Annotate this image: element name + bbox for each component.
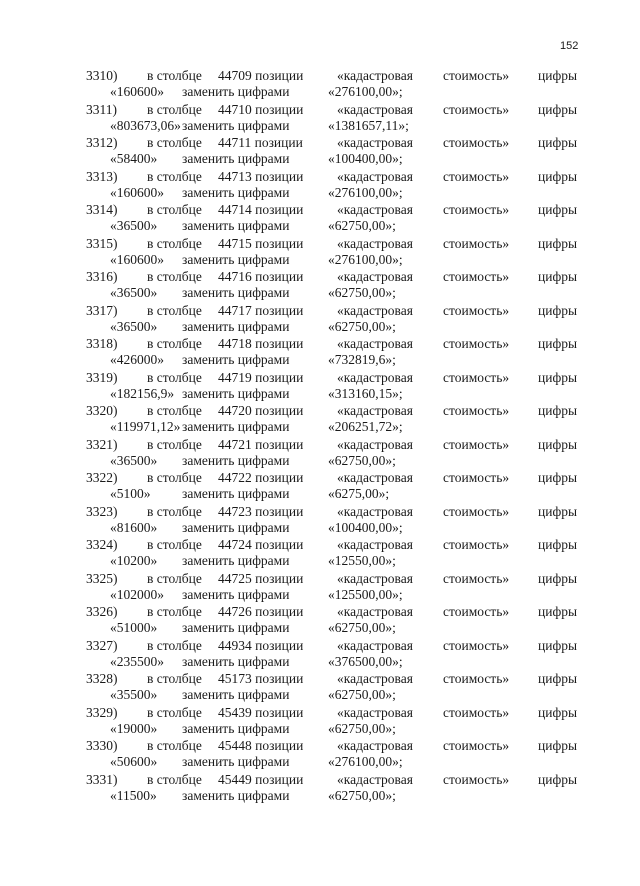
word-value: стоимость» (443, 604, 510, 619)
column-position: 44713 позиции (218, 168, 304, 184)
word-value: стоимость» (443, 168, 510, 184)
new-value: «62750,00»; (328, 218, 396, 234)
word-digits: цифры (538, 570, 578, 586)
amendment-entry (0, 370, 640, 404)
word-value: стоимость» (443, 68, 510, 83)
column-position: 44718 позиции (218, 336, 304, 351)
amendment-entry (0, 169, 640, 203)
old-value: «102000» (110, 586, 164, 602)
column-position: 45448 позиции (218, 738, 304, 753)
entry-number: 3328) (86, 671, 118, 686)
word-cadastral: «кадастровая (337, 704, 413, 720)
amendment-entry (0, 738, 640, 772)
word-value: стоимость» (443, 235, 510, 251)
word-cadastral: «кадастровая (337, 537, 413, 552)
amendment-entry (0, 135, 640, 169)
new-value: «125500,00»; (328, 586, 403, 602)
word-value: стоимость» (443, 537, 510, 552)
word-value: стоимость» (443, 704, 510, 720)
old-value: «36500» (110, 318, 158, 334)
word-value: стоимость» (443, 101, 510, 117)
word-value: стоимость» (443, 570, 510, 586)
replace-phrase: заменить цифрами (182, 218, 290, 234)
word-digits: цифры (538, 671, 578, 686)
column-position: 44714 позиции (218, 202, 304, 217)
word-value: стоимость» (443, 771, 510, 787)
replace-phrase: заменить цифрами (182, 687, 290, 703)
word-digits: цифры (538, 637, 578, 653)
old-value: «160600» (110, 184, 164, 200)
old-value: «50600» (110, 754, 158, 770)
old-value: «182156,9» (110, 385, 175, 401)
word-cadastral: «кадастровая (337, 135, 413, 150)
column-label: в столбце (147, 436, 202, 452)
new-value: «62750,00»; (328, 687, 396, 703)
amendment-entry (0, 537, 640, 571)
replace-phrase: заменить цифрами (182, 754, 290, 770)
word-cadastral: «кадастровая (337, 168, 413, 184)
amendment-entry (0, 236, 640, 270)
entry-number: 3325) (86, 570, 118, 586)
old-value: «81600» (110, 519, 158, 535)
old-value: «5100» (110, 486, 151, 502)
new-value: «376500,00»; (328, 653, 403, 669)
word-digits: цифры (538, 135, 578, 150)
column-label: в столбце (147, 68, 202, 83)
new-value: «313160,15»; (328, 385, 403, 401)
old-value: «119971,12» (110, 419, 181, 435)
new-value: «62750,00»; (328, 452, 396, 468)
amendment-entry (0, 68, 640, 102)
replace-phrase: заменить цифрами (182, 84, 290, 100)
word-digits: цифры (538, 336, 578, 351)
amendment-entry (0, 403, 640, 437)
new-value: «732819,6»; (328, 352, 396, 368)
word-value: стоимость» (443, 202, 510, 217)
replace-phrase: заменить цифрами (182, 352, 290, 368)
column-label: в столбце (147, 771, 202, 787)
word-digits: цифры (538, 436, 578, 452)
amendment-entry (0, 571, 640, 605)
replace-phrase: заменить цифрами (182, 385, 290, 401)
word-digits: цифры (538, 604, 578, 619)
column-position: 44717 позиции (218, 302, 304, 318)
entry-number: 3323) (86, 503, 118, 519)
amendment-entry (0, 604, 640, 638)
column-position: 44723 позиции (218, 503, 304, 519)
replace-phrase: заменить цифрами (182, 486, 290, 502)
word-value: стоимость» (443, 135, 510, 150)
old-value: «426000» (110, 352, 164, 368)
column-label: в столбце (147, 671, 202, 686)
replace-phrase: заменить цифрами (182, 787, 290, 803)
column-label: в столбце (147, 269, 202, 284)
replace-phrase: заменить цифрами (182, 285, 290, 301)
new-value: «62750,00»; (328, 620, 396, 636)
replace-phrase: заменить цифрами (182, 653, 290, 669)
column-label: в столбце (147, 369, 202, 385)
word-digits: цифры (538, 403, 578, 418)
column-position: 44725 позиции (218, 570, 304, 586)
word-digits: цифры (538, 202, 578, 217)
word-cadastral: «кадастровая (337, 738, 413, 753)
word-value: стоимость» (443, 369, 510, 385)
column-position: 45173 позиции (218, 671, 304, 686)
entry-number: 3321) (86, 436, 118, 452)
column-label: в столбце (147, 202, 202, 217)
old-value: «36500» (110, 285, 158, 301)
word-cadastral: «кадастровая (337, 470, 413, 485)
entry-number: 3312) (86, 135, 118, 150)
word-cadastral: «кадастровая (337, 436, 413, 452)
column-position: 44709 позиции (218, 68, 304, 83)
column-position: 44710 позиции (218, 101, 304, 117)
entry-number: 3310) (86, 68, 118, 83)
word-digits: цифры (538, 168, 578, 184)
old-value: «160600» (110, 84, 164, 100)
entry-number: 3322) (86, 470, 118, 485)
entry-number: 3326) (86, 604, 118, 619)
word-cadastral: «кадастровая (337, 269, 413, 284)
word-digits: цифры (538, 704, 578, 720)
replace-phrase: заменить цифрами (182, 184, 290, 200)
column-label: в столбце (147, 336, 202, 351)
column-label: в столбце (147, 235, 202, 251)
new-value: «276100,00»; (328, 754, 403, 770)
word-cadastral: «кадастровая (337, 637, 413, 653)
old-value: «803673,06» (110, 117, 181, 133)
word-value: стоимость» (443, 403, 510, 418)
word-value: стоимость» (443, 503, 510, 519)
column-position: 44724 позиции (218, 537, 304, 552)
old-value: «235500» (110, 653, 164, 669)
column-label: в столбце (147, 135, 202, 150)
new-value: «100400,00»; (328, 519, 403, 535)
word-cadastral: «кадастровая (337, 68, 413, 83)
column-position: 44720 позиции (218, 403, 304, 418)
column-label: в столбце (147, 503, 202, 519)
old-value: «19000» (110, 720, 158, 736)
word-cadastral: «кадастровая (337, 604, 413, 619)
word-cadastral: «кадастровая (337, 369, 413, 385)
word-value: стоимость» (443, 637, 510, 653)
entry-number: 3324) (86, 537, 118, 552)
entry-number: 3330) (86, 738, 118, 753)
word-digits: цифры (538, 470, 578, 485)
word-cadastral: «кадастровая (337, 771, 413, 787)
new-value: «62750,00»; (328, 787, 396, 803)
replace-phrase: заменить цифрами (182, 452, 290, 468)
word-cadastral: «кадастровая (337, 671, 413, 686)
amendment-entry (0, 772, 640, 806)
entry-number: 3311) (86, 101, 117, 117)
word-cadastral: «кадастровая (337, 403, 413, 418)
word-value: стоимость» (443, 436, 510, 452)
amendment-entry (0, 269, 640, 303)
column-position: 44719 позиции (218, 369, 304, 385)
word-value: стоимость» (443, 738, 510, 753)
word-cadastral: «кадастровая (337, 570, 413, 586)
old-value: «11500» (110, 787, 157, 803)
word-digits: цифры (538, 369, 578, 385)
column-position: 45439 позиции (218, 704, 304, 720)
new-value: «206251,72»; (328, 419, 403, 435)
entry-number: 3327) (86, 637, 118, 653)
word-cadastral: «кадастровая (337, 503, 413, 519)
word-cadastral: «кадастровая (337, 101, 413, 117)
replace-phrase: заменить цифрами (182, 519, 290, 535)
old-value: «58400» (110, 151, 158, 167)
column-position: 44721 позиции (218, 436, 304, 452)
column-label: в столбце (147, 168, 202, 184)
old-value: «36500» (110, 218, 158, 234)
column-position: 44715 позиции (218, 235, 304, 251)
word-digits: цифры (538, 235, 578, 251)
new-value: «62750,00»; (328, 285, 396, 301)
entry-number: 3319) (86, 369, 118, 385)
column-label: в столбце (147, 470, 202, 485)
amendment-entry (0, 470, 640, 504)
replace-phrase: заменить цифрами (182, 586, 290, 602)
entry-number: 3317) (86, 302, 118, 318)
amendment-entry (0, 437, 640, 471)
word-value: стоимость» (443, 671, 510, 686)
new-value: «12550,00»; (328, 553, 396, 569)
column-position: 45449 позиции (218, 771, 304, 787)
word-value: стоимость» (443, 470, 510, 485)
column-position: 44722 позиции (218, 470, 304, 485)
replace-phrase: заменить цифрами (182, 151, 290, 167)
entry-number: 3316) (86, 269, 118, 284)
column-label: в столбце (147, 704, 202, 720)
word-cadastral: «кадастровая (337, 235, 413, 251)
column-label: в столбце (147, 738, 202, 753)
column-position: 44726 позиции (218, 604, 304, 619)
new-value: «1381657,11»; (328, 117, 409, 133)
amendment-entry (0, 504, 640, 538)
column-label: в столбце (147, 101, 202, 117)
old-value: «35500» (110, 687, 158, 703)
replace-phrase: заменить цифрами (182, 553, 290, 569)
new-value: «62750,00»; (328, 318, 396, 334)
word-digits: цифры (538, 101, 578, 117)
column-position: 44711 позиции (218, 135, 303, 150)
new-value: «100400,00»; (328, 151, 403, 167)
new-value: «276100,00»; (328, 251, 403, 267)
column-label: в столбце (147, 537, 202, 552)
amendment-list (0, 68, 640, 805)
column-label: в столбце (147, 637, 202, 653)
word-digits: цифры (538, 302, 578, 318)
new-value: «276100,00»; (328, 184, 403, 200)
replace-phrase: заменить цифрами (182, 117, 290, 133)
column-label: в столбце (147, 403, 202, 418)
amendment-entry (0, 336, 640, 370)
replace-phrase: заменить цифрами (182, 318, 290, 334)
amendment-entry (0, 303, 640, 337)
column-label: в столбце (147, 302, 202, 318)
entry-number: 3313) (86, 168, 118, 184)
entry-number: 3329) (86, 704, 118, 720)
entry-number: 3315) (86, 235, 118, 251)
new-value: «276100,00»; (328, 84, 403, 100)
old-value: «51000» (110, 620, 158, 636)
entry-number: 3314) (86, 202, 118, 217)
old-value: «36500» (110, 452, 158, 468)
replace-phrase: заменить цифрами (182, 620, 290, 636)
column-label: в столбце (147, 570, 202, 586)
word-cadastral: «кадастровая (337, 202, 413, 217)
entry-number: 3331) (86, 771, 118, 787)
word-cadastral: «кадастровая (337, 302, 413, 318)
amendment-entry (0, 638, 640, 672)
new-value: «6275,00»; (328, 486, 390, 502)
entry-number: 3318) (86, 336, 118, 351)
replace-phrase: заменить цифрами (182, 419, 290, 435)
word-cadastral: «кадастровая (337, 336, 413, 351)
old-value: «10200» (110, 553, 158, 569)
entry-number: 3320) (86, 403, 118, 418)
word-digits: цифры (538, 771, 578, 787)
word-digits: цифры (538, 738, 578, 753)
amendment-entry (0, 202, 640, 236)
word-digits: цифры (538, 537, 578, 552)
word-digits: цифры (538, 68, 578, 83)
amendment-entry (0, 705, 640, 739)
new-value: «62750,00»; (328, 720, 396, 736)
column-position: 44716 позиции (218, 269, 304, 284)
old-value: «160600» (110, 251, 164, 267)
column-label: в столбце (147, 604, 202, 619)
column-position: 44934 позиции (218, 637, 304, 653)
replace-phrase: заменить цифрами (182, 251, 290, 267)
word-digits: цифры (538, 503, 578, 519)
word-value: стоимость» (443, 269, 510, 284)
page-number: 152 (560, 40, 579, 52)
word-digits: цифры (538, 269, 578, 284)
amendment-entry (0, 102, 640, 136)
amendment-entry (0, 671, 640, 705)
word-value: стоимость» (443, 302, 510, 318)
replace-phrase: заменить цифрами (182, 720, 290, 736)
word-value: стоимость» (443, 336, 510, 351)
